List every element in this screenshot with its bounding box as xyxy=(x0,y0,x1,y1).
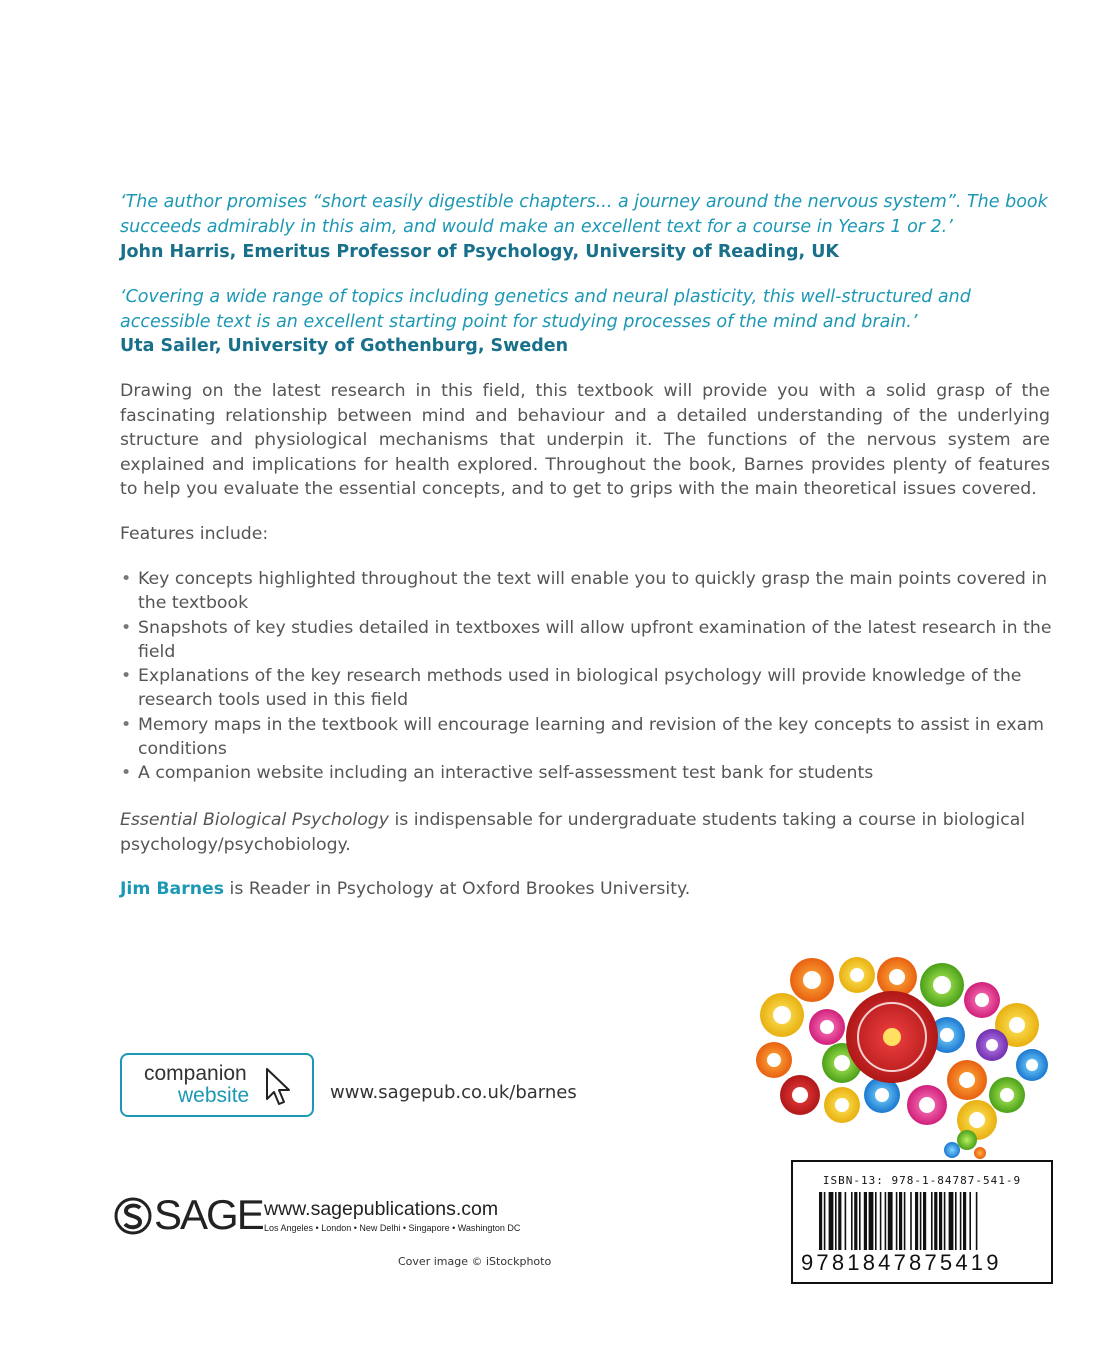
isbn-label: ISBN-13: 978-1-84787-541-9 xyxy=(822,1174,1022,1187)
barcode-bar xyxy=(885,1192,887,1250)
website-label: website xyxy=(178,1084,250,1107)
publisher-cities: Los Angeles • London • New Delhi • Singapore • Washington DC xyxy=(264,1223,521,1233)
barcode-bar xyxy=(955,1192,957,1250)
barcode-bar xyxy=(976,1192,978,1250)
publisher-name: SAGE xyxy=(154,1191,263,1238)
review-attribution-1: John Harris, Emeritus Professor of Psychology, University of Reading, UK xyxy=(120,242,839,262)
features-list xyxy=(120,567,1060,786)
author-bio-text: is Reader in Psychology at Oxford Brookes University. xyxy=(224,879,691,899)
barcode-bar xyxy=(920,1192,922,1250)
companion-label: companion xyxy=(144,1062,247,1085)
barcode-bar xyxy=(910,1192,912,1250)
barcode-bar xyxy=(835,1192,837,1250)
review-quote-2: ‘Covering a wide range of topics including genetics and neural plasticity, this well-structured and accessible text is an excellent starting point for studying processes of the mind and brain.’ xyxy=(120,287,971,332)
cursor-icon xyxy=(264,1067,294,1107)
barcode-bar xyxy=(944,1192,946,1250)
barcode-bar xyxy=(949,1192,954,1250)
barcode-bar xyxy=(896,1192,898,1250)
barcode-bar xyxy=(915,1192,918,1250)
barcode-bar xyxy=(969,1192,971,1250)
brain-gears-illustration xyxy=(752,955,1052,1160)
barcode-bar xyxy=(880,1192,882,1250)
feature-item: • A companion website including an interactive self-assessment test bank for students xyxy=(120,761,1060,785)
barcode-bar xyxy=(960,1192,962,1250)
review-quote-1: ‘The author promises “short easily digestible chapters... a journey around the nervous system”. The book succeeds admirably in this aim, and would make an excellent text for a course in Years 1 or 2.’ xyxy=(120,192,1048,237)
author-bio xyxy=(120,877,690,902)
companion-website-link[interactable]: www.sagepub.co.uk/barnes xyxy=(330,1082,577,1103)
review-attribution-2: Uta Sailer, University of Gothenburg, Sweden xyxy=(120,336,569,356)
barcode-bar xyxy=(875,1192,877,1250)
barcode-bar xyxy=(859,1192,861,1250)
barcode-bar xyxy=(934,1192,937,1250)
feature-item: • Snapshots of key studies detailed in textboxes will allow upfront examination of the latest research in the field xyxy=(120,616,1060,665)
barcode-bar xyxy=(963,1192,966,1250)
barcode-bar xyxy=(888,1192,893,1250)
feature-item: • Key concepts highlighted throughout the text will enable you to quickly grasp the main points covered in the textbook xyxy=(120,567,1060,616)
barcode-bar xyxy=(939,1192,942,1250)
cover-image-credit: Cover image © iStockphoto xyxy=(398,1255,552,1268)
feature-item: • Memory maps in the textbook will encourage learning and revision of the key concepts to assist in exam conditions xyxy=(120,713,1060,762)
barcode-bar xyxy=(904,1192,906,1250)
sage-logo-icon xyxy=(114,1196,152,1236)
isbn-barcode xyxy=(791,1160,1053,1284)
barcode-bar xyxy=(824,1192,826,1250)
book-description: Drawing on the latest research in this field, this textbook will provide you with a solid grasp of the fascinating relationship between mind and behaviour and a detailed understanding of the underlying structure and physiological mechanisms that underpin it. The functions of the nervous system are explained and implications for health explored. Throughout the book, Barnes provides plenty of features to help you evaluate the essential concepts, and to get to grips with the main theoretical issues covered. xyxy=(120,381,1050,499)
feature-item: • Explanations of the key research methods used in biological psychology will provide knowledge of the research tools used in this field xyxy=(120,664,1060,713)
barcode-bar xyxy=(819,1192,822,1250)
features-label: Features include: xyxy=(120,524,269,544)
barcode-bar xyxy=(829,1192,834,1250)
barcode-digits: 9781847875419 xyxy=(801,1250,1002,1275)
book-title: Essential Biological Psychology xyxy=(120,810,389,830)
barcode-bar xyxy=(838,1192,841,1250)
barcode-bar xyxy=(899,1192,902,1250)
companion-website-badge[interactable] xyxy=(120,1053,314,1117)
barcode-bars xyxy=(819,1192,1029,1258)
barcode-bar xyxy=(845,1192,847,1250)
publisher-url[interactable]: www.sagepublications.com xyxy=(264,1198,499,1220)
barcode-bar xyxy=(854,1192,857,1250)
barcode-bar xyxy=(851,1192,853,1250)
barcode-bar xyxy=(923,1192,926,1250)
summary-text: is indispensable for undergraduate students taking a course in biological psychology/psychobiology. xyxy=(120,810,1026,855)
author-name: Jim Barnes xyxy=(120,879,225,899)
barcode-bar xyxy=(864,1192,867,1250)
barcode-bar xyxy=(869,1192,874,1250)
barcode-bar xyxy=(931,1192,933,1250)
book-summary xyxy=(120,808,1050,857)
